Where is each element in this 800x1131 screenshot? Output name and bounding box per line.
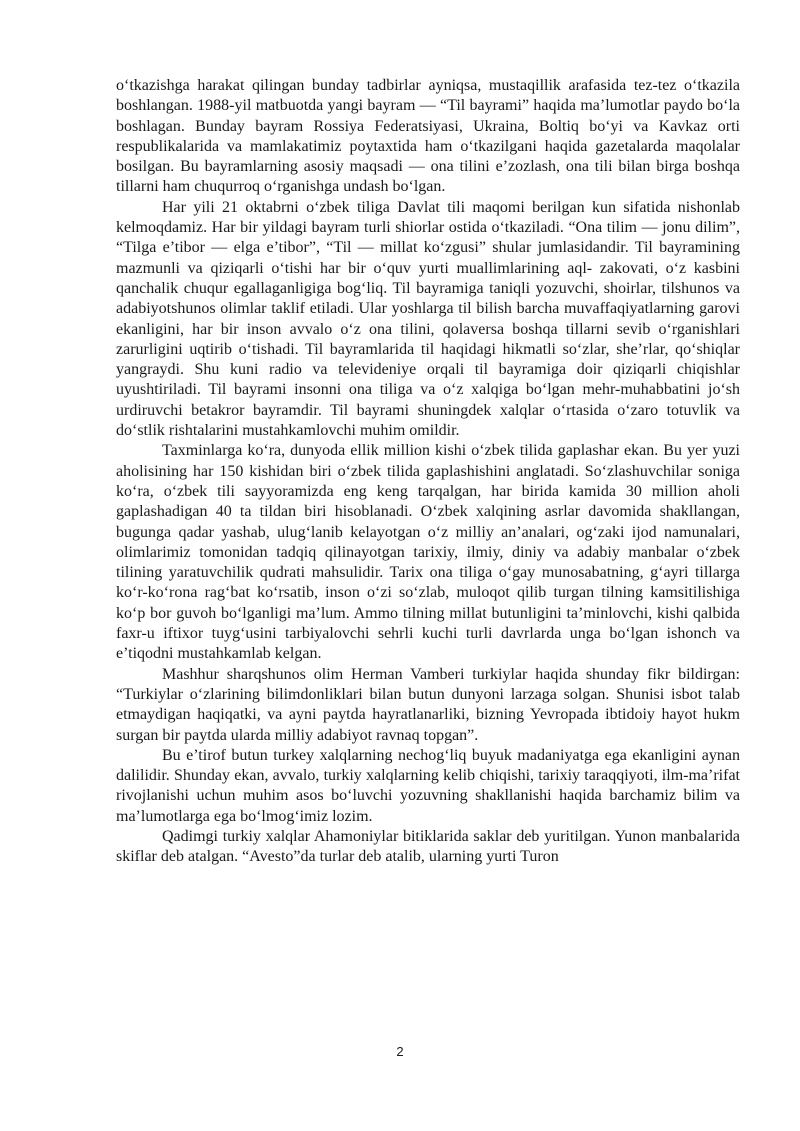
paragraph-speakers: Taxminlarga ko‘ra, dunyoda ellik million kishi o‘zbek tilida gaplashar ekan. Bu yer yuzi aholisining har 150 kishidan biri o‘zbek tilida gaplashishini anglatadi. So‘zlashuvchilar soniga ko‘ra, o‘zbek tili sayyoramizda eng keng tarqalgan, har birida kamida 30 million aholi gaplashadigan 40 ta tildan biri hisoblanadi. O‘zbek xalqining asrlar davomida shakllangan, bugunga qadar yashab, ulug‘lanib kelayotgan o‘z milliy an’analari, og‘zaki ijod namunalari, olimlarimiz tomonidan tadqiq qilinayotgan tarixiy, ilmiy, diniy va adabiy manbalar o‘zbek tilining yaratuvchilik qudrati mahsulidir. Tarix ona tiliga o‘gay munosabatning, g‘ayri tillarga ko‘r-ko‘rona rag‘bat ko‘rsatib, inson o‘zi so‘zlab, muloqot qilib turgan tilning kamsitilishiga ko‘p bor guvoh bo‘lganligi ma’lum. Ammo tilning millat butunligini ta’minlovchi, kishi qalbida faxr-u iftixor tuyg‘usini tarbiyalovchi sehrli kuchi turli davrlarda unga bo‘lgan ishonch va e’tiqodni mustahkamlab kelgan. xyxy=(116,442,740,663)
page-number: 2 xyxy=(396,1044,404,1059)
paragraph-continuation: o‘tkazishga harakat qilingan bunday tadbirlar ayniqsa, mustaqillik arafasida tez-tez o‘tkazila boshlangan. 1988-yil matbuotda yangi bayram — “Til bayrami” haqida ma’lumotlar paydo bo‘la boshlagan. Bunday bayram Rossiya Federatsiyasi, Ukraina, Boltiq bo‘yi va Kavkaz orti respublikalarida va mamlakatimiz poytaxtida ham o‘tkazilgani haqida gazetalarda maqolalar bosilgan. Bu bayramlarning asosiy maqsadi — ona tilini e’zozlash, ona tili bilan birga boshqa tillarni ham chuqurroq o‘rganishga undash bo‘lgan. xyxy=(116,77,740,196)
body-text xyxy=(116,76,740,868)
paragraph-ancient-turkic: Qadimgi turkiy xalqlar Ahamoniylar bitiklarida saklar deb yuritilgan. Yunon manbalarida skiflar deb atalgan. “Avesto”da turlar deb atalib, ularning yurti Turon xyxy=(116,827,740,866)
paragraph-recognition: Bu e’tirof butun turkey xalqlarning nechog‘liq buyuk madaniyatga ega ekanligini aynan dalilidir. Shunday ekan, avvalo, turkiy xalqlarning kelib chiqishi, tarixiy taraqqiyoti, ilm-ma’rifat rivojlanishi uchun muhim asos bo‘luvchi yozuvning shakllanishi haqida barchamiz bilim va ma’lumotlarga ega bo‘lmog‘imiz lozim. xyxy=(116,746,740,825)
paragraph-til-bayrami: Har yili 21 oktabrni o‘zbek tiliga Davlat tili maqomi berilgan kun sifatida nishonlab kelmoqdamiz. Har bir yildagi bayram turli shiorlar ostida o‘tkaziladi. “Ona tilim — jonu dilim”, “Tilga e’tibor — elga e’tibor”, “Til — millat ko‘zgusi” shular jumlasidandir. Til bayramining mazmunli va qiziqarli o‘tishi har bir o‘quv yurti muallimlarining aql- zakovati, o‘z kasbini qanchalik chuqur egallaganligiga bog‘liq. Til bayramiga taniqli yozuvchi, shoirlar, tilshunos va adabiyotshunos olimlar taklif etiladi. Ular yoshlarga til bilish barcha muvaffaqiyatlarning garovi ekanligini, har bir inson avvalo o‘z ona tilini, qolaversa boshqa tillarni sevib o‘rganishlari zarurligini uqtirib o‘tishadi. Til bayramlarida til haqidagi hikmatli so‘zlar, she’rlar, qo‘shiqlar yangraydi. Shu kuni radio va televideniye orqali til bayramiga doir qiziqarli chiqishlar uyushtiriladi. Til bayrami insonni ona tiliga va o‘z xalqiga bo‘lgan mehr-muhabbatini jo‘sh urdiruvchi betakror bayramdir. Til bayrami shuningdek xalqlar o‘rtasida o‘zaro totuvlik va do‘stlik rishtalarini mustahkamlovchi muhim omildir. xyxy=(116,198,740,440)
paragraph-vamberi-quote: Mashhur sharqshunos olim Herman Vamberi turkiylar haqida shunday fikr bildirgan: “Turkiylar o‘zlarining bilimdonliklari bilan butun dunyoni larzaga solgan. Shunisi isbot talab etmaydigan haqiqatki, va ayni paytda hayratlanarliki, bizning Yevropada ibtidoiy hayot hukm surgan bir paytda ularda milliy adabiyot ravnaq topgan”. xyxy=(116,665,740,744)
